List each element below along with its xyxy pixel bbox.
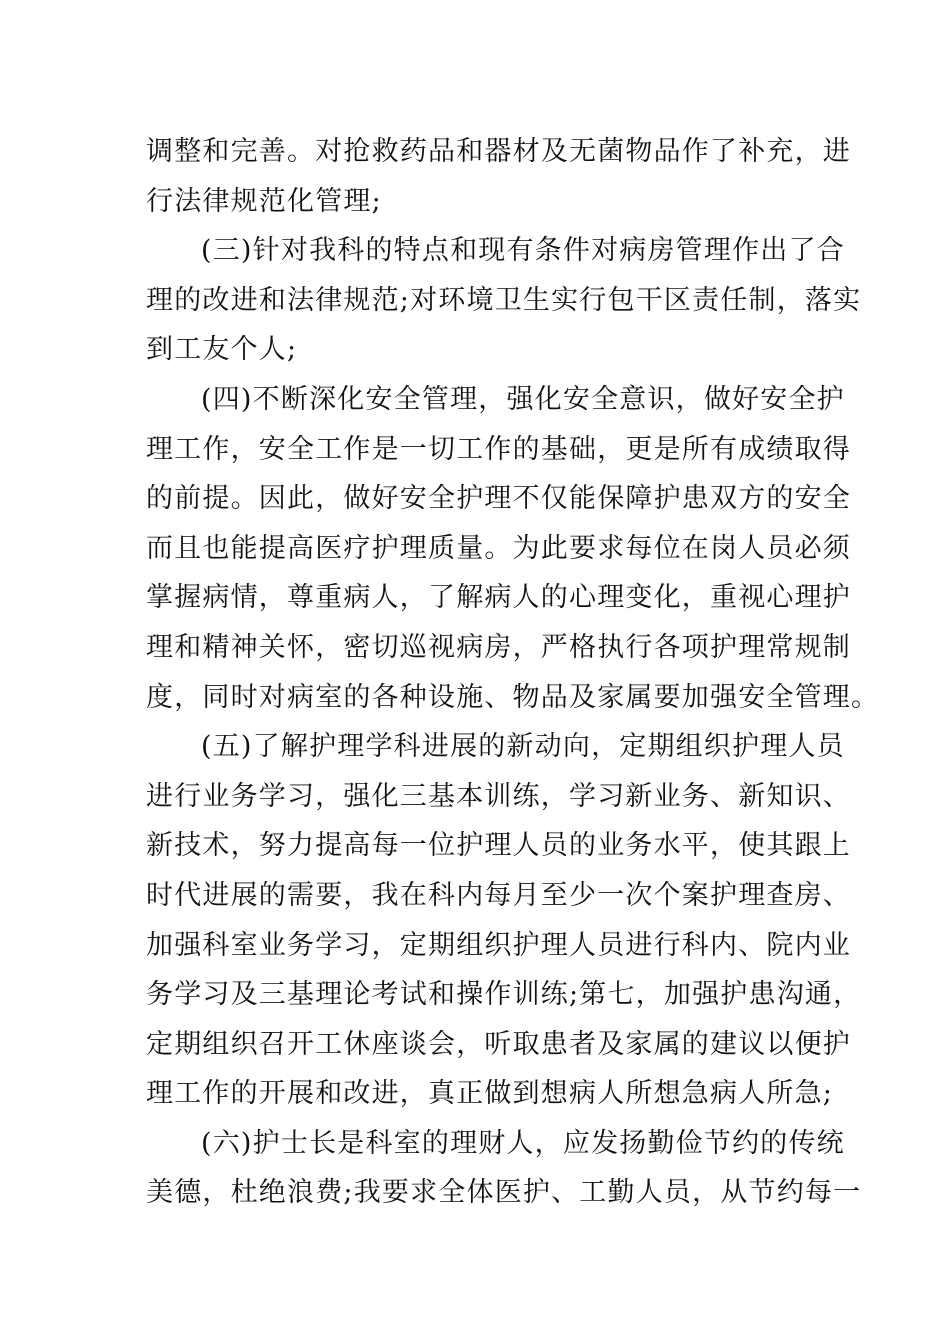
text-line: 调整和完善。对抢救药品和器材及无菌物品作了补充，进 <box>146 136 851 167</box>
paragraph-start-line: (三)针对我科的特点和现有条件对病房管理作出了合 <box>201 235 845 267</box>
text-line: 新技术，努力提高每一位护理人员的业务水平，使其跟上 <box>146 830 851 862</box>
text-line: 务学习及三基理论考试和操作训练;第七，加强护患沟通， <box>146 979 862 1011</box>
text-line: 美德，杜绝浪费;我要求全体医护、工勤人员，从节约每一 <box>146 1177 862 1209</box>
text-line: 理和精神关怀，密切巡视病房，严格执行各项护理常规制 <box>146 631 851 663</box>
text-line: 的前提。因此，做好安全护理不仅能保障护患双方的安全 <box>146 483 851 515</box>
text-line: 进行业务学习，强化三基本训练，学习新业务、新知识、 <box>146 780 851 812</box>
text-line: 时代进展的需要，我在科内每月至少一次个案护理查房、 <box>146 879 851 911</box>
text-line: 定期组织召开工休座谈会，听取患者及家属的建议以便护 <box>146 1028 851 1060</box>
text-line: 理工作的开展和改进，真正做到想病人所想急病人所急; <box>146 1078 834 1110</box>
paragraph-start-line: (六)护士长是科室的理财人，应发扬勤俭节约的传统 <box>201 1127 845 1159</box>
paragraph-start-line: (四)不断深化安全管理，强化安全意识，做好安全护 <box>201 383 845 415</box>
text-line: 理工作，安全工作是一切工作的基础，更是所有成绩取得 <box>146 433 851 465</box>
text-line: 行法律规范化管理; <box>146 185 382 217</box>
text-line: 加强科室业务学习，定期组织护理人员进行科内、院内业 <box>146 929 851 961</box>
text-line: 到工友个人; <box>146 334 298 366</box>
text-line: 而且也能提高医疗护理质量。为此要求每位在岗人员必须 <box>146 532 851 564</box>
text-line: 掌握病情，尊重病人，了解病人的心理变化，重视心理护 <box>146 582 851 614</box>
text-line: 理的改进和法律规范;对环境卫生实行包干区责任制，落实 <box>146 284 862 316</box>
text-line: 度，同时对病室的各种设施、物品及家属要加强安全管理。 <box>146 681 880 713</box>
document-body <box>146 127 880 1218</box>
paragraph-start-line: (五)了解护理学科进展的新动向，定期组织护理人员 <box>201 731 845 763</box>
